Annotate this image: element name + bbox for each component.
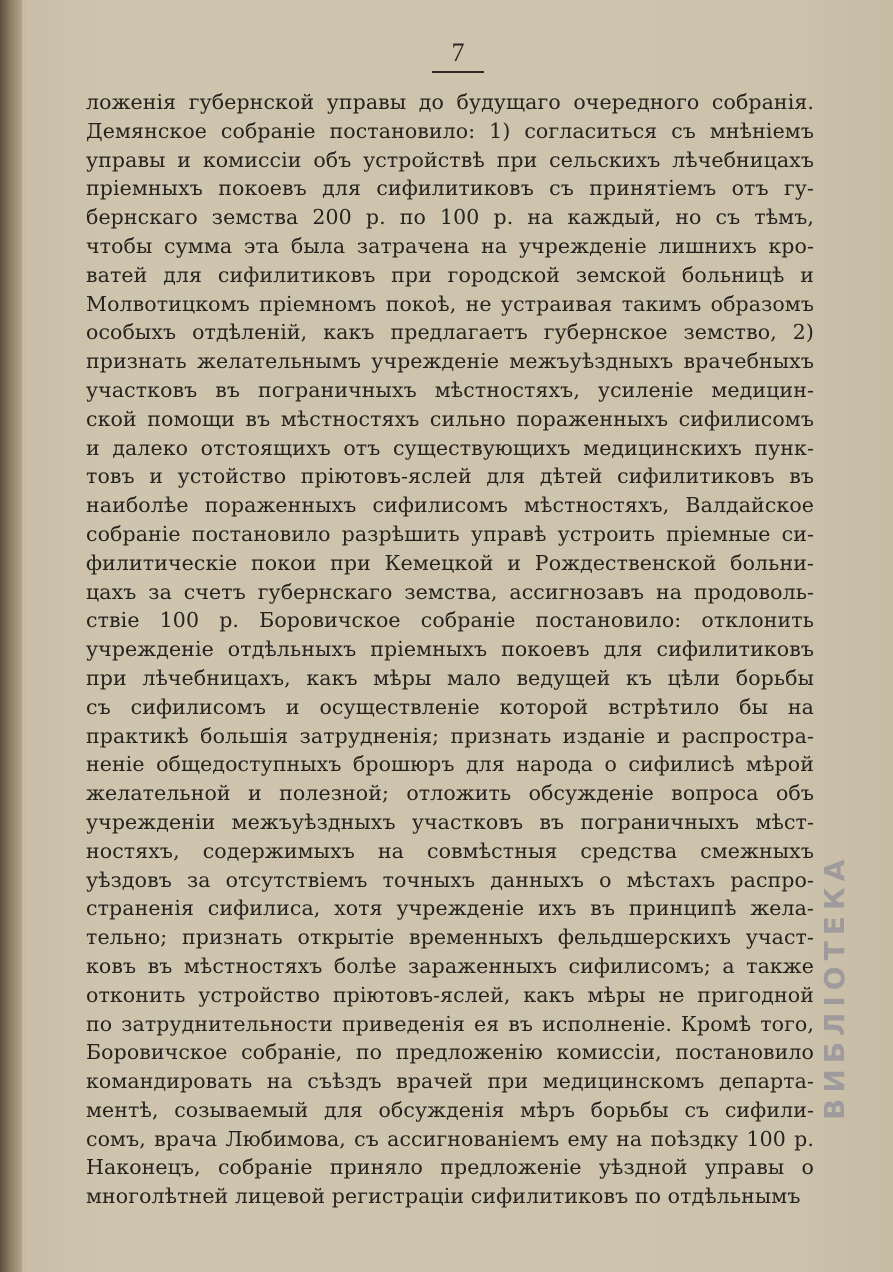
text-line: учрежденіе отдѣльныхъ пріемныхъ покоевъ для сифилитиковъ: [86, 637, 814, 662]
text-line: и далеко отстоящихъ отъ существующихъ медицинскихъ пунк-: [86, 435, 814, 460]
text-line: сомъ, врача Любимова, съ ассигнованіемъ ему на поѣздку 100 р.: [86, 1126, 814, 1151]
text-line: чтобы сумма эта была затрачена на учрежденіе лишнихъ кро-: [86, 233, 814, 258]
text-line: ской помощи въ мѣстностяхъ сильно пораженныхъ сифилисомъ: [86, 406, 814, 431]
body-text: [86, 88, 814, 1211]
text-line: Демянское собраніе постановило: 1) согласиться съ мнѣніемъ: [86, 118, 814, 143]
text-line: ложенія губернской управы до будущаго очередного собранія.: [86, 90, 814, 114]
page-binding-edge: [0, 0, 22, 1272]
text-line: собраніе постановило разрѣшить управѣ устроить пріемные си-: [86, 521, 814, 546]
page-number: 7: [451, 38, 465, 67]
text-line: признать желательнымъ учрежденіе межъуѣздныхъ врачебныхъ: [86, 349, 814, 374]
text-line: цахъ за счетъ губернскаго земства, ассигнозавъ на продоволь-: [86, 579, 814, 604]
text-line: страненія сифилиса, хотя учрежденіе ихъ въ принципѣ жела-: [86, 896, 814, 921]
text-line: товъ и устойство пріютовъ-яслей для дѣтей сифилитиковъ въ: [86, 464, 814, 489]
text-line: Молвотицкомъ пріемномъ покоѣ, не устраивая такимъ образомъ: [86, 291, 814, 316]
text-line: ментѣ, созываемый для обсужденія мѣръ борьбы съ сифили-: [86, 1097, 814, 1122]
text-line: управы и комиссіи объ устройствѣ при сельскихъ лѣчебницахъ: [86, 147, 814, 172]
text-line: многолѣтней лицевой регистраціи сифилитиковъ по отдѣльнымъ: [86, 1184, 801, 1209]
text-line: особыхъ отдѣленій, какъ предлагаетъ губернское земство, 2): [86, 320, 814, 345]
text-line: при лѣчебницахъ, какъ мѣры мало ведущей къ цѣли борьбы: [86, 665, 814, 690]
text-line: отконить устройство пріютовъ-яслей, какъ мѣры не пригодной: [86, 982, 814, 1007]
text-line: Наконецъ, собраніе приняло предложеніе уѣздной управы о: [86, 1155, 814, 1180]
text-line: по затруднительности приведенія ея въ исполненіе. Кромѣ того,: [86, 1011, 814, 1036]
library-stamp-icon: ВИБЛІОТЕКА: [818, 853, 851, 1120]
text-line: неніе общедоступныхъ брошюръ для народа о сифилисѣ мѣрой: [86, 752, 814, 777]
text-line: бернскаго земства 200 р. по 100 р. на каждый, но съ тѣмъ,: [86, 205, 814, 230]
text-line: наиболѣе пораженныхъ сифилисомъ мѣстностяхъ, Валдайское: [86, 493, 814, 518]
page-number-rule: [432, 71, 484, 73]
text-line: ствіе 100 р. Боровичское собраніе постановило: отклонить: [86, 608, 814, 633]
text-line: ватей для сифилитиковъ при городской земской больницѣ и: [86, 262, 814, 287]
text-line: филитическіе покои при Кемецкой и Рождественской больни-: [86, 550, 814, 575]
text-line: участковъ въ пограничныхъ мѣстностяхъ, усиленіе медицин-: [86, 377, 814, 402]
text-line: тельно; признать открытіе временныхъ фельдшерскихъ участ-: [86, 925, 814, 950]
text-line: желательной и полезной; отложить обсужденіе вопроса объ: [86, 781, 814, 806]
text-line: ковъ въ мѣстностяхъ болѣе зараженныхъ сифилисомъ; а также: [86, 953, 814, 978]
text-line: практикѣ большія затрудненія; признать изданіе и распростра-: [86, 723, 814, 748]
text-line: Боровичское собраніе, по предложенію комиссіи, постановило: [86, 1040, 814, 1065]
text-line: съ сифилисомъ и осуществленіе которой встрѣтило бы на: [86, 694, 814, 719]
text-line: командировать на съѣздъ врачей при медицинскомъ департа-: [86, 1069, 814, 1094]
text-line: пріемныхъ покоевъ для сифилитиковъ съ принятіемъ отъ гу-: [86, 176, 814, 201]
text-line: учрежденіи межъуѣздныхъ участковъ въ пограничныхъ мѣст-: [86, 809, 814, 834]
text-line: уѣздовъ за отсутствіемъ точныхъ данныхъ о мѣстахъ распро-: [86, 867, 814, 892]
text-line: ностяхъ, содержимыхъ на совмѣстныя средства смежныхъ: [86, 838, 814, 863]
